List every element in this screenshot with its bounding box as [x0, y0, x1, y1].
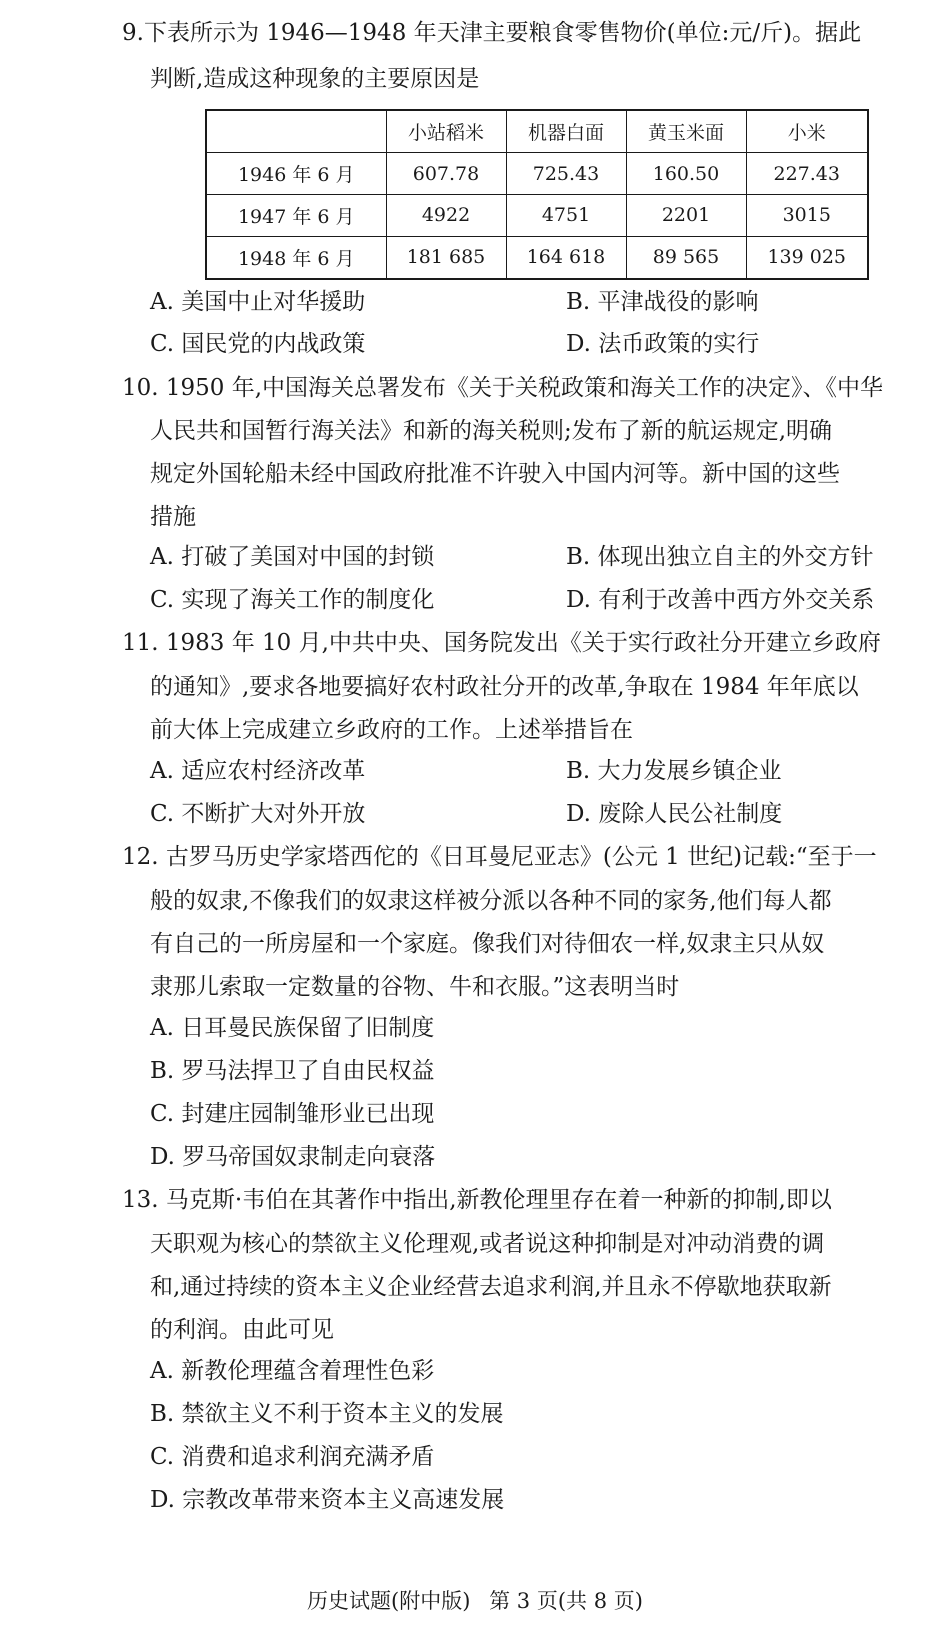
table-cell: 4751: [506, 194, 626, 236]
q11-stem-line3: 前大体上完成建立乡政府的工作。上述举措旨在: [150, 717, 633, 743]
table-cell: 1948 年 6 月: [206, 236, 386, 279]
q11-option-c: C. 不断扩大对外开放: [150, 801, 366, 827]
q12-option-d: D. 罗马帝国奴隶制走向衰落: [150, 1144, 436, 1170]
q9-option-c: C. 国民党的内战政策: [150, 331, 366, 357]
q10-stem-line1: 10. 1950 年,中国海关总署发布《关于关税政策和海关工作的决定》、《中华: [122, 375, 884, 401]
table-header-cell: 黄玉米面: [626, 110, 746, 153]
q9-option-b: B. 平津战役的影响: [566, 289, 759, 315]
q9-option-d: D. 法币政策的实行: [566, 331, 760, 357]
table-cell: 160.50: [626, 153, 746, 195]
q11-option-a: A. 适应农村经济改革: [150, 758, 366, 784]
q13-option-a: A. 新教伦理蕴含着理性色彩: [150, 1358, 435, 1384]
footer-subject: 历史试题(附中版): [307, 1589, 471, 1613]
q12-stem-line2: 般的奴隶,不像我们的奴隶这样被分派以各种不同的家务,他们每人都: [150, 888, 832, 914]
q10-option-b: B. 体现出独立自主的外交方针: [566, 544, 874, 570]
q13-stem-line2: 天职观为核心的禁欲主义伦理观,或者说这种抑制是对冲动消费的调: [150, 1231, 825, 1257]
q12-stem-line1: 12. 古罗马历史学家塔西佗的《日耳曼尼亚志》(公元 1 世纪)记载:“至于一: [122, 844, 877, 870]
table-cell: 227.43: [746, 153, 868, 195]
table-cell: 139 025: [746, 236, 868, 279]
footer-page-number: 第 3 页(共 8 页): [489, 1589, 643, 1613]
table-row: [206, 153, 868, 195]
table-row: [206, 236, 868, 279]
table-header-row: [206, 110, 868, 153]
q10-option-d: D. 有利于改善中西方外交关系: [566, 587, 875, 613]
q13-stem-line3: 和,通过持续的资本主义企业经营去追求利润,并且永不停歇地获取新: [150, 1274, 832, 1300]
q9-stem-line1: 9.下表所示为 1946—1948 年天津主要粮食零售物价(单位:元/斤)。据此: [122, 20, 862, 46]
table-cell: 725.43: [506, 153, 626, 195]
q10-stem-line4: 措施: [150, 504, 196, 530]
table-cell: 164 618: [506, 236, 626, 279]
table-header-cell: 机器白面: [506, 110, 626, 153]
q12-option-a: A. 日耳曼民族保留了旧制度: [150, 1015, 435, 1041]
q12-option-c: C. 封建庄园制雏形业已出现: [150, 1101, 435, 1127]
table-cell: 4922: [386, 194, 506, 236]
q12-stem-line3: 有自己的一所房屋和一个家庭。像我们对待佃农一样,奴隶主只从奴: [150, 931, 825, 957]
table-row: [206, 194, 868, 236]
q13-option-c: C. 消费和追求利润充满矛盾: [150, 1444, 435, 1470]
q11-stem-line1: 11. 1983 年 10 月,中共中央、国务院发出《关于实行政社分开建立乡政府: [122, 630, 881, 656]
q11-option-b: B. 大力发展乡镇企业: [566, 758, 782, 784]
table-cell: 2201: [626, 194, 746, 236]
q11-stem-line2: 的通知》,要求各地要搞好农村政社分开的改革,争取在 1984 年年底以: [150, 674, 859, 700]
table-cell: 89 565: [626, 236, 746, 279]
q9-stem-line2: 判断,造成这种现象的主要原因是: [150, 66, 480, 92]
q11-option-d: D. 废除人民公社制度: [566, 801, 783, 827]
q10-option-a: A. 打破了美国对中国的封锁: [150, 544, 435, 570]
q9-price-table: [205, 109, 867, 280]
table-header-cell: 小站稻米: [386, 110, 506, 153]
page-footer: [0, 1586, 950, 1616]
table-header-cell: 小米: [746, 110, 868, 153]
q13-stem-line1: 13. 马克斯·韦伯在其著作中指出,新教伦理里存在着一种新的抑制,即以: [122, 1187, 832, 1213]
q13-option-b: B. 禁欲主义不利于资本主义的发展: [150, 1401, 504, 1427]
price-table: [205, 109, 869, 280]
q10-stem-line3: 规定外国轮船未经中国政府批准不许驶入中国内河等。新中国的这些: [150, 461, 840, 487]
q10-option-c: C. 实现了海关工作的制度化: [150, 587, 435, 613]
table-cell: 1947 年 6 月: [206, 194, 386, 236]
table-header-cell: [206, 110, 386, 153]
table-cell: 1946 年 6 月: [206, 153, 386, 195]
q12-stem-line4: 隶那儿索取一定数量的谷物、牛和衣服。”这表明当时: [150, 974, 680, 1000]
q13-stem-line4: 的利润。由此可见: [150, 1317, 334, 1343]
q13-option-d: D. 宗教改革带来资本主义高速发展: [150, 1487, 505, 1513]
table-cell: 3015: [746, 194, 868, 236]
q9-option-a: A. 美国中止对华援助: [150, 289, 366, 315]
q12-option-b: B. 罗马法捍卫了自由民权益: [150, 1058, 435, 1084]
table-cell: 181 685: [386, 236, 506, 279]
table-cell: 607.78: [386, 153, 506, 195]
q10-stem-line2: 人民共和国暂行海关法》和新的海关税则;发布了新的航运规定,明确: [150, 418, 833, 444]
